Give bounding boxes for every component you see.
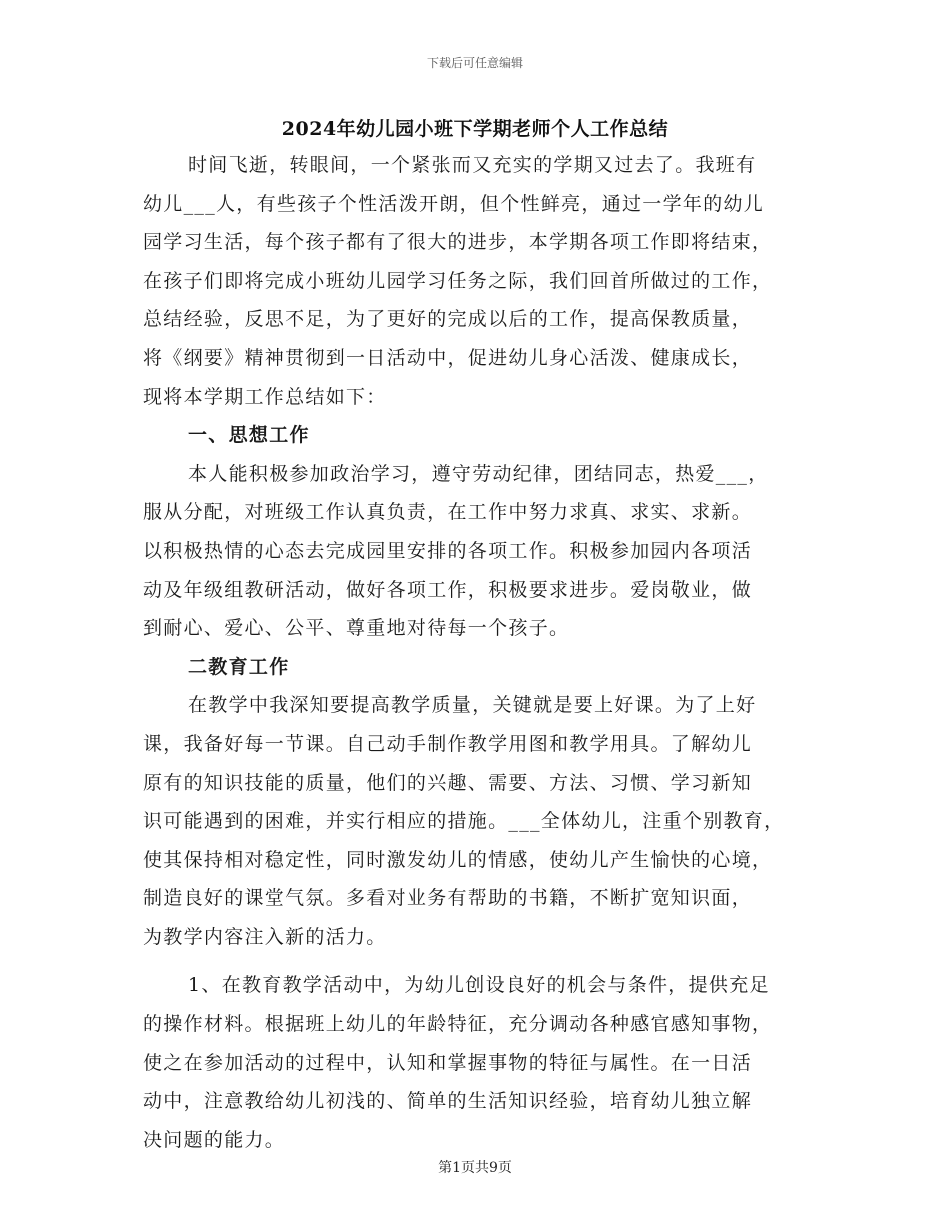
text-line: 决问题的能力。	[143, 1128, 286, 1151]
text-line: 本人能积极参加政治学习，遵守劳动纪律，团结同志，热爱___，	[188, 462, 769, 485]
paragraph	[143, 966, 815, 1159]
text-line: 到耐心、爱心、公平、尊重地对待每一个孩子。	[143, 617, 570, 640]
paragraph	[143, 146, 815, 416]
heading-text: 一、思想工作	[188, 424, 310, 447]
paragraph-gap	[143, 956, 815, 966]
paragraph	[143, 455, 815, 648]
text-line: 现将本学期工作总结如下：	[143, 385, 387, 408]
text-line: 1、在教育教学活动中，为幼儿创设良好的机会与条件，提供充足	[188, 974, 770, 997]
text-line: 在孩子们即将完成小班幼儿园学习任务之际，我们回首所做过的工作，	[143, 269, 773, 292]
heading-text: 二教育工作	[188, 655, 290, 678]
section-heading	[143, 416, 815, 455]
text-line: 总结经验，反思不足，为了更好的完成以后的工作，提高保教质量，	[143, 308, 753, 331]
text-line: 动及年级组教研活动，做好各项工作，积极要求进步。爱岗敬业，做	[143, 578, 753, 601]
text-line: 制造良好的课堂气氛。多看对业务有帮助的书籍，不断扩宽知识面，	[143, 887, 753, 910]
text-line: 在教学中我深知要提高教学质量，关键就是要上好课。为了上好	[188, 694, 757, 717]
text-line: 动中，注意教给幼儿初浅的、简单的生活知识经验，培育幼儿独立解	[143, 1090, 753, 1113]
text-line: 时间飞逝，转眼间，一个紧张而又充实的学期又过去了。我班有	[188, 154, 757, 176]
text-line: 的操作材料。根据班上幼儿的年龄特征，充分调动各种感官感知事物，	[143, 1013, 773, 1036]
document-title: 2024年幼儿园小班下学期老师个人工作总结	[281, 118, 669, 140]
text-line: 为教学内容注入新的活力。	[143, 925, 387, 948]
text-line: 园学习生活，每个孩子都有了很大的进步，本学期各项工作即将结束，	[143, 231, 773, 254]
text-line: 使之在参加活动的过程中，认知和掌握事物的特征与属性。在一日活	[143, 1051, 753, 1074]
text-line: 识可能遇到的困难，并实行相应的措施。___全体幼儿，注重个别教育，	[143, 810, 785, 833]
text-line: 幼儿___人，有些孩子个性活泼开朗，但个性鲜亮，通过一学年的幼儿	[143, 192, 765, 215]
page-number: 第1页共9页	[438, 1160, 512, 1176]
text-line: 使其保持相对稳定性，同时激发幼儿的情感，使幼儿产生愉快的心境，	[143, 848, 773, 871]
text-line: 原有的知识技能的质量，他们的兴趣、需要、方法、习惯、学习新知	[143, 771, 753, 794]
text-line: 课，我备好每一节课。自己动手制作教学用图和教学用具。了解幼儿	[143, 732, 753, 755]
section-heading	[143, 648, 815, 687]
document-body	[143, 146, 815, 1159]
paragraph	[143, 686, 815, 956]
text-line: 服从分配，对班级工作认真负责，在工作中努力求真、求实、求新。	[143, 501, 753, 524]
text-line: 将《纲要》精神贯彻到一日活动中，促进幼儿身心活泼、健康成长，	[143, 346, 753, 369]
text-line: 以积极热情的心态去完成园里安排的各项工作。积极参加园内各项活	[143, 539, 753, 562]
page-header-note: 下载后可任意编辑	[426, 56, 523, 70]
